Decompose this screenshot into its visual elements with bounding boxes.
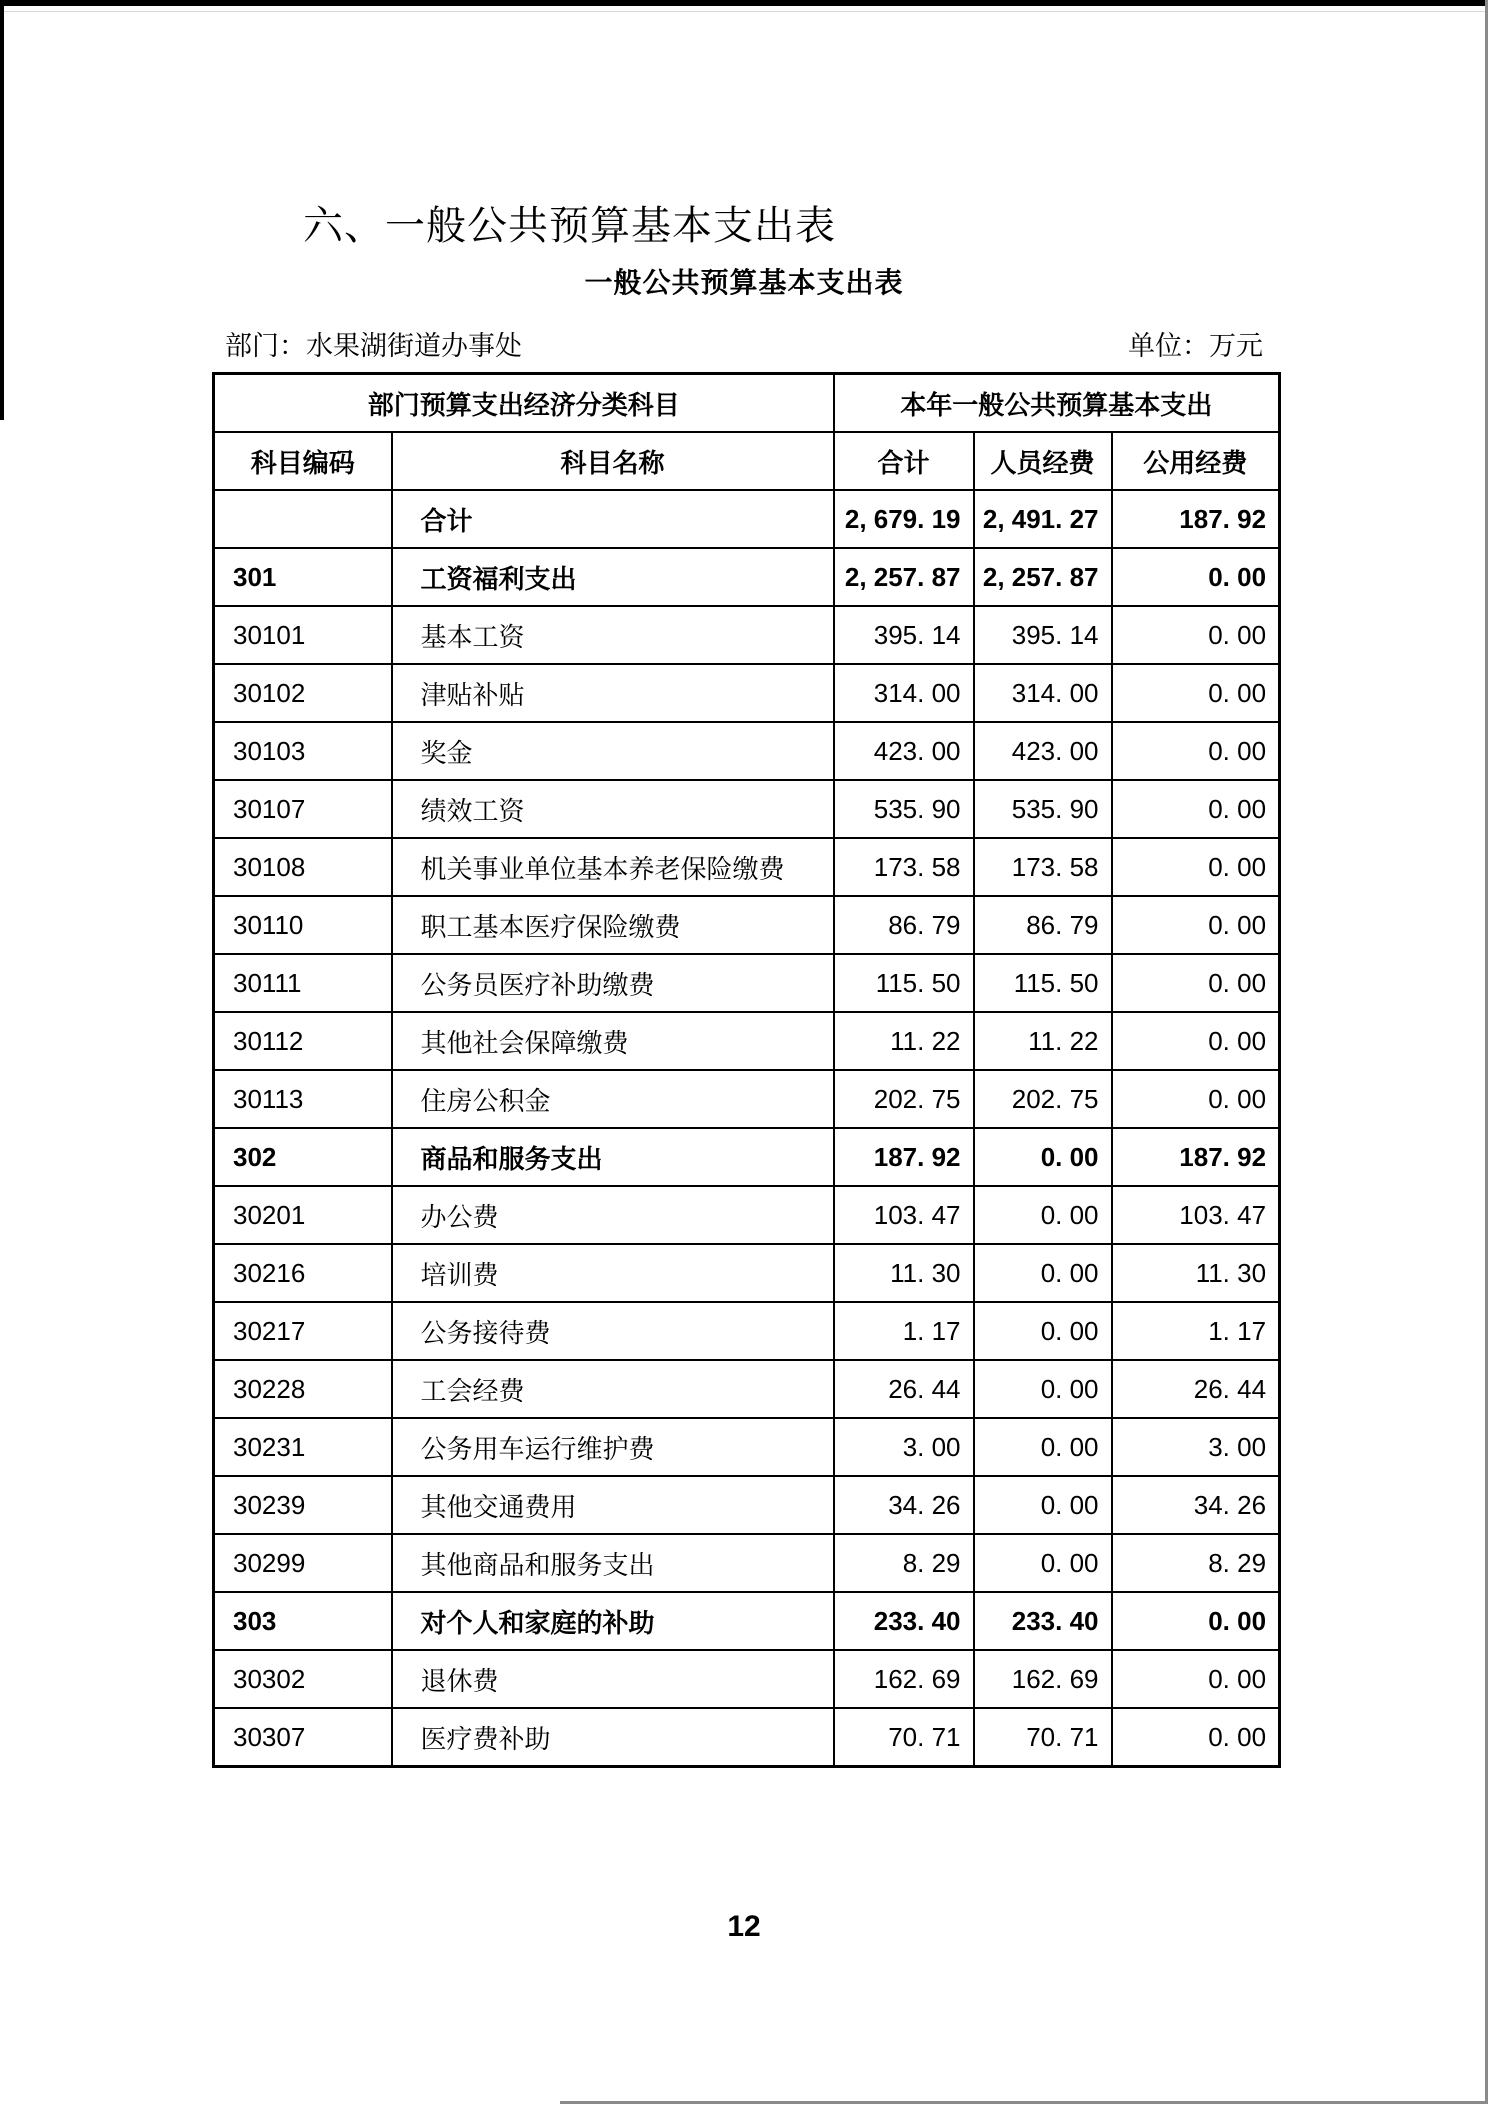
cell-subject-code: 30107 (214, 780, 392, 838)
cell-personnel-funds: 0. 00 (974, 1302, 1112, 1360)
cell-personnel-funds: 11. 22 (974, 1012, 1112, 1070)
cell-personnel-funds: 0. 00 (974, 1244, 1112, 1302)
cell-subject-code: 30110 (214, 896, 392, 954)
cell-subject-name: 工资福利支出 (392, 548, 834, 606)
table-row (214, 780, 1280, 838)
cell-personnel-funds: 314. 00 (974, 664, 1112, 722)
cell-public-funds: 11. 30 (1112, 1244, 1280, 1302)
cell-personnel-funds: 2, 491. 27 (974, 490, 1112, 548)
cell-public-funds: 1. 17 (1112, 1302, 1280, 1360)
table-row (214, 1534, 1280, 1592)
cell-subject-name: 公务员医疗补助缴费 (392, 954, 834, 1012)
col-header-subject-name: 科目名称 (392, 432, 834, 490)
cell-subject-name: 其他商品和服务支出 (392, 1534, 834, 1592)
cell-public-funds: 103. 47 (1112, 1186, 1280, 1244)
table-row (214, 1128, 1280, 1186)
cell-subject-name: 职工基本医疗保险缴费 (392, 896, 834, 954)
cell-personnel-funds: 0. 00 (974, 1534, 1112, 1592)
department-label: 部门：水果湖街道办事处 (225, 331, 522, 361)
cell-total: 535. 90 (834, 780, 974, 838)
cell-subject-code: 30102 (214, 664, 392, 722)
cell-subject-code: 30302 (214, 1650, 392, 1708)
cell-personnel-funds: 395. 14 (974, 606, 1112, 664)
cell-subject-name: 公务用车运行维护费 (392, 1418, 834, 1476)
cell-subject-name: 公务接待费 (392, 1302, 834, 1360)
table-row (214, 896, 1280, 954)
cell-personnel-funds: 2, 257. 87 (974, 548, 1112, 606)
page-border-top (0, 0, 1488, 6)
cell-total: 314. 00 (834, 664, 974, 722)
cell-subject-name: 退休费 (392, 1650, 834, 1708)
cell-personnel-funds: 535. 90 (974, 780, 1112, 838)
cell-total: 202. 75 (834, 1070, 974, 1128)
col-header-subject-code: 科目编码 (214, 432, 392, 490)
table-row (214, 722, 1280, 780)
cell-total: 8. 29 (834, 1534, 974, 1592)
table-title: 一般公共预算基本支出表 (584, 267, 904, 298)
cell-subject-code: 30113 (214, 1070, 392, 1128)
cell-total: 395. 14 (834, 606, 974, 664)
cell-subject-code: 30239 (214, 1476, 392, 1534)
cell-public-funds: 187. 92 (1112, 1128, 1280, 1186)
cell-total: 34. 26 (834, 1476, 974, 1534)
cell-subject-name: 津贴补贴 (392, 664, 834, 722)
cell-subject-name: 其他交通费用 (392, 1476, 834, 1534)
cell-subject-code: 30228 (214, 1360, 392, 1418)
table-row (214, 1708, 1280, 1767)
section-title: 六、一般公共预算基本支出表 (303, 204, 836, 248)
page-number: 12 (727, 1910, 761, 1943)
cell-total: 2, 257. 87 (834, 548, 974, 606)
cell-subject-name: 培训费 (392, 1244, 834, 1302)
cell-personnel-funds: 0. 00 (974, 1418, 1112, 1476)
cell-personnel-funds: 423. 00 (974, 722, 1112, 780)
column-header-row (214, 432, 1280, 490)
cell-subject-name: 绩效工资 (392, 780, 834, 838)
cell-public-funds: 0. 00 (1112, 1070, 1280, 1128)
cell-subject-code: 30201 (214, 1186, 392, 1244)
cell-total: 173. 58 (834, 838, 974, 896)
table-row (214, 1360, 1280, 1418)
cell-public-funds: 34. 26 (1112, 1476, 1280, 1534)
table-row (214, 1592, 1280, 1650)
cell-public-funds: 0. 00 (1112, 1012, 1280, 1070)
cell-public-funds: 0. 00 (1112, 722, 1280, 780)
table-row (214, 1244, 1280, 1302)
cell-public-funds: 187. 92 (1112, 490, 1280, 548)
page-border-top-thin (0, 11, 1488, 12)
cell-subject-code: 301 (214, 548, 392, 606)
budget-table (212, 372, 1281, 1768)
cell-subject-code: 30101 (214, 606, 392, 664)
cell-personnel-funds: 0. 00 (974, 1186, 1112, 1244)
page-border-left (0, 0, 4, 420)
cell-subject-name: 医疗费补助 (392, 1708, 834, 1767)
cell-personnel-funds: 0. 00 (974, 1476, 1112, 1534)
unit-label: 单位：万元 (1128, 331, 1263, 361)
cell-total: 233. 40 (834, 1592, 974, 1650)
table-row (214, 1418, 1280, 1476)
cell-subject-name: 机关事业单位基本养老保险缴费 (392, 838, 834, 896)
cell-total: 3. 00 (834, 1418, 974, 1476)
cell-public-funds: 26. 44 (1112, 1360, 1280, 1418)
cell-personnel-funds: 202. 75 (974, 1070, 1112, 1128)
cell-total: 26. 44 (834, 1360, 974, 1418)
cell-public-funds: 0. 00 (1112, 838, 1280, 896)
cell-total: 187. 92 (834, 1128, 974, 1186)
cell-personnel-funds: 70. 71 (974, 1708, 1112, 1767)
table-row (214, 548, 1280, 606)
cell-subject-code (214, 490, 392, 548)
cell-personnel-funds: 86. 79 (974, 896, 1112, 954)
cell-public-funds: 0. 00 (1112, 1592, 1280, 1650)
cell-subject-code: 30112 (214, 1012, 392, 1070)
header-group-subject: 部门预算支出经济分类科目 (214, 374, 834, 433)
cell-public-funds: 0. 00 (1112, 664, 1280, 722)
table-row (214, 838, 1280, 896)
cell-public-funds: 3. 00 (1112, 1418, 1280, 1476)
cell-subject-name: 基本工资 (392, 606, 834, 664)
cell-personnel-funds: 0. 00 (974, 1128, 1112, 1186)
table-row (214, 1186, 1280, 1244)
cell-total: 86. 79 (834, 896, 974, 954)
cell-public-funds: 8. 29 (1112, 1534, 1280, 1592)
cell-subject-code: 30108 (214, 838, 392, 896)
cell-subject-name: 对个人和家庭的补助 (392, 1592, 834, 1650)
cell-public-funds: 0. 00 (1112, 1708, 1280, 1767)
cell-total: 11. 22 (834, 1012, 974, 1070)
cell-subject-code: 30111 (214, 954, 392, 1012)
cell-subject-name: 办公费 (392, 1186, 834, 1244)
cell-subject-code: 30217 (214, 1302, 392, 1360)
col-header-personnel-funds: 人员经费 (974, 432, 1112, 490)
cell-public-funds: 0. 00 (1112, 606, 1280, 664)
cell-total: 423. 00 (834, 722, 974, 780)
cell-total: 70. 71 (834, 1708, 974, 1767)
table-row (214, 1476, 1280, 1534)
cell-public-funds: 0. 00 (1112, 548, 1280, 606)
cell-total: 1. 17 (834, 1302, 974, 1360)
table-row (214, 1070, 1280, 1128)
cell-total: 103. 47 (834, 1186, 974, 1244)
cell-personnel-funds: 0. 00 (974, 1360, 1112, 1418)
cell-subject-name: 其他社会保障缴费 (392, 1012, 834, 1070)
table-row (214, 490, 1280, 548)
cell-personnel-funds: 162. 69 (974, 1650, 1112, 1708)
header-group-expenditure: 本年一般公共预算基本支出 (834, 374, 1280, 433)
cell-personnel-funds: 115. 50 (974, 954, 1112, 1012)
cell-subject-code: 30216 (214, 1244, 392, 1302)
table-row (214, 1650, 1280, 1708)
cell-subject-code: 30299 (214, 1534, 392, 1592)
cell-subject-name: 合计 (392, 490, 834, 548)
table-row (214, 1012, 1280, 1070)
cell-personnel-funds: 233. 40 (974, 1592, 1112, 1650)
col-header-total: 合计 (834, 432, 974, 490)
cell-public-funds: 0. 00 (1112, 896, 1280, 954)
header-group-row (214, 374, 1280, 433)
table-row (214, 664, 1280, 722)
table-row (214, 954, 1280, 1012)
cell-total: 162. 69 (834, 1650, 974, 1708)
cell-subject-code: 302 (214, 1128, 392, 1186)
cell-personnel-funds: 173. 58 (974, 838, 1112, 896)
cell-subject-code: 30231 (214, 1418, 392, 1476)
cell-total: 2, 679. 19 (834, 490, 974, 548)
cell-subject-name: 商品和服务支出 (392, 1128, 834, 1186)
cell-total: 11. 30 (834, 1244, 974, 1302)
cell-subject-name: 奖金 (392, 722, 834, 780)
cell-subject-name: 工会经费 (392, 1360, 834, 1418)
cell-public-funds: 0. 00 (1112, 780, 1280, 838)
cell-subject-name: 住房公积金 (392, 1070, 834, 1128)
cell-subject-code: 30103 (214, 722, 392, 780)
cell-total: 115. 50 (834, 954, 974, 1012)
cell-subject-code: 30307 (214, 1708, 392, 1767)
col-header-public-funds: 公用经费 (1112, 432, 1280, 490)
table-row (214, 606, 1280, 664)
cell-subject-code: 303 (214, 1592, 392, 1650)
cell-public-funds: 0. 00 (1112, 1650, 1280, 1708)
table-row (214, 1302, 1280, 1360)
cell-public-funds: 0. 00 (1112, 954, 1280, 1012)
